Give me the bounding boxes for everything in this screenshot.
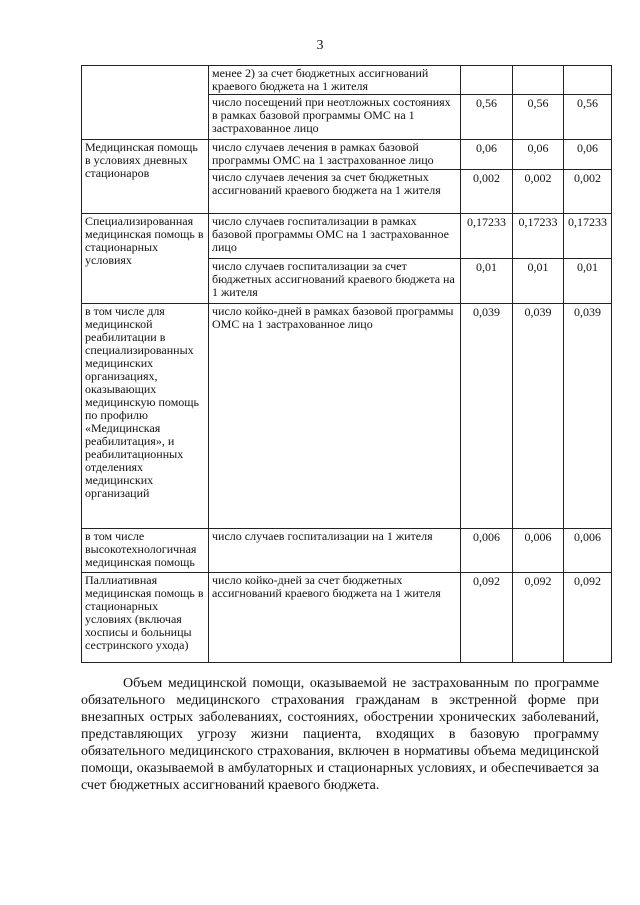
table-row <box>82 140 612 170</box>
value-cell: 0,092 <box>513 573 564 663</box>
value-cell <box>513 66 564 95</box>
value-cell: 0,002 <box>461 170 513 214</box>
indicator-cell: число койко-дней за счет бюджетных ассигнований краевого бюджета на 1 жителя <box>209 573 461 663</box>
value-cell: 0,17233 <box>564 214 612 259</box>
norms-table <box>81 65 612 663</box>
category-cell: Паллиативная медицинская помощь в стационарных условиях (включая хосписы и больницы сестринского ухода) <box>82 573 209 663</box>
value-cell: 0,002 <box>564 170 612 214</box>
value-cell: 0,06 <box>461 140 513 170</box>
value-cell: 0,039 <box>461 304 513 529</box>
category-cell: Медицинская помощь в условиях дневных стационаров <box>82 140 209 214</box>
indicator-cell: число случаев лечения за счет бюджетных ассигнований краевого бюджета на 1 жителя <box>209 170 461 214</box>
table-row <box>82 214 612 259</box>
indicator-cell: число посещений при неотложных состояниях в рамках базовой программы ОМС на 1 застрахованное лицо <box>209 95 461 140</box>
table-row <box>82 573 612 663</box>
value-cell: 0,56 <box>564 95 612 140</box>
value-cell: 0,002 <box>513 170 564 214</box>
value-cell: 0,56 <box>461 95 513 140</box>
indicator-cell: менее 2) за счет бюджетных ассигнований краевого бюджета на 1 жителя <box>209 66 461 95</box>
value-cell: 0,06 <box>564 140 612 170</box>
value-cell: 0,006 <box>564 529 612 573</box>
value-cell: 0,06 <box>513 140 564 170</box>
value-cell: 0,17233 <box>513 214 564 259</box>
table-row <box>82 304 612 529</box>
category-cell: Специализированная медицинская помощь в стационарных условиях <box>82 214 209 304</box>
indicator-cell: число случаев госпитализации за счет бюджетных ассигнований краевого бюджета на 1 жителя <box>209 259 461 304</box>
indicator-cell: число случаев госпитализации в рамках базовой программы ОМС на 1 застрахованное лицо <box>209 214 461 259</box>
value-cell: 0,006 <box>461 529 513 573</box>
value-cell: 0,092 <box>564 573 612 663</box>
category-cell: в том числе высокотехнологичная медицинская помощь <box>82 529 209 573</box>
value-cell <box>564 66 612 95</box>
table-row <box>82 529 612 573</box>
value-cell: 0,01 <box>564 259 612 304</box>
table-row <box>82 66 612 95</box>
indicator-cell: число койко-дней в рамках базовой программы ОМС на 1 застрахованное лицо <box>209 304 461 529</box>
value-cell: 0,039 <box>513 304 564 529</box>
value-cell: 0,039 <box>564 304 612 529</box>
value-cell: 0,01 <box>513 259 564 304</box>
value-cell <box>461 66 513 95</box>
indicator-cell: число случаев госпитализации на 1 жителя <box>209 529 461 573</box>
category-cell: в том числе для медицинской реабилитации в специализированных медицинских организациях, оказывающих медицинскую помощь по профилю «Медицинская реабилитация», и реабилитационных отделениях медицинских организаций <box>82 304 209 529</box>
value-cell: 0,006 <box>513 529 564 573</box>
value-cell: 0,17233 <box>461 214 513 259</box>
indicator-cell: число случаев лечения в рамках базовой программы ОМС на 1 застрахованное лицо <box>209 140 461 170</box>
value-cell: 0,01 <box>461 259 513 304</box>
page-number: 3 <box>316 38 324 53</box>
category-cell <box>82 66 209 140</box>
body-paragraph: Объем медицинской помощи, оказываемой не застрахованным по программе обязательного медицинского страхования гражданам в экстренной форме при внезапных острых заболеваниях, состояниях, обострении хронических заболеваний, представляющих угрозу жизни пациента, входящих в базовую программу обязательного медицинского страхования, включен в нормативы объема медицинской помощи, оказываемой в амбулаторных и стационарных условиях, и обеспечивается за счет бюджетных ассигнований краевого бюджета. <box>81 676 599 793</box>
value-cell: 0,092 <box>461 573 513 663</box>
value-cell: 0,56 <box>513 95 564 140</box>
